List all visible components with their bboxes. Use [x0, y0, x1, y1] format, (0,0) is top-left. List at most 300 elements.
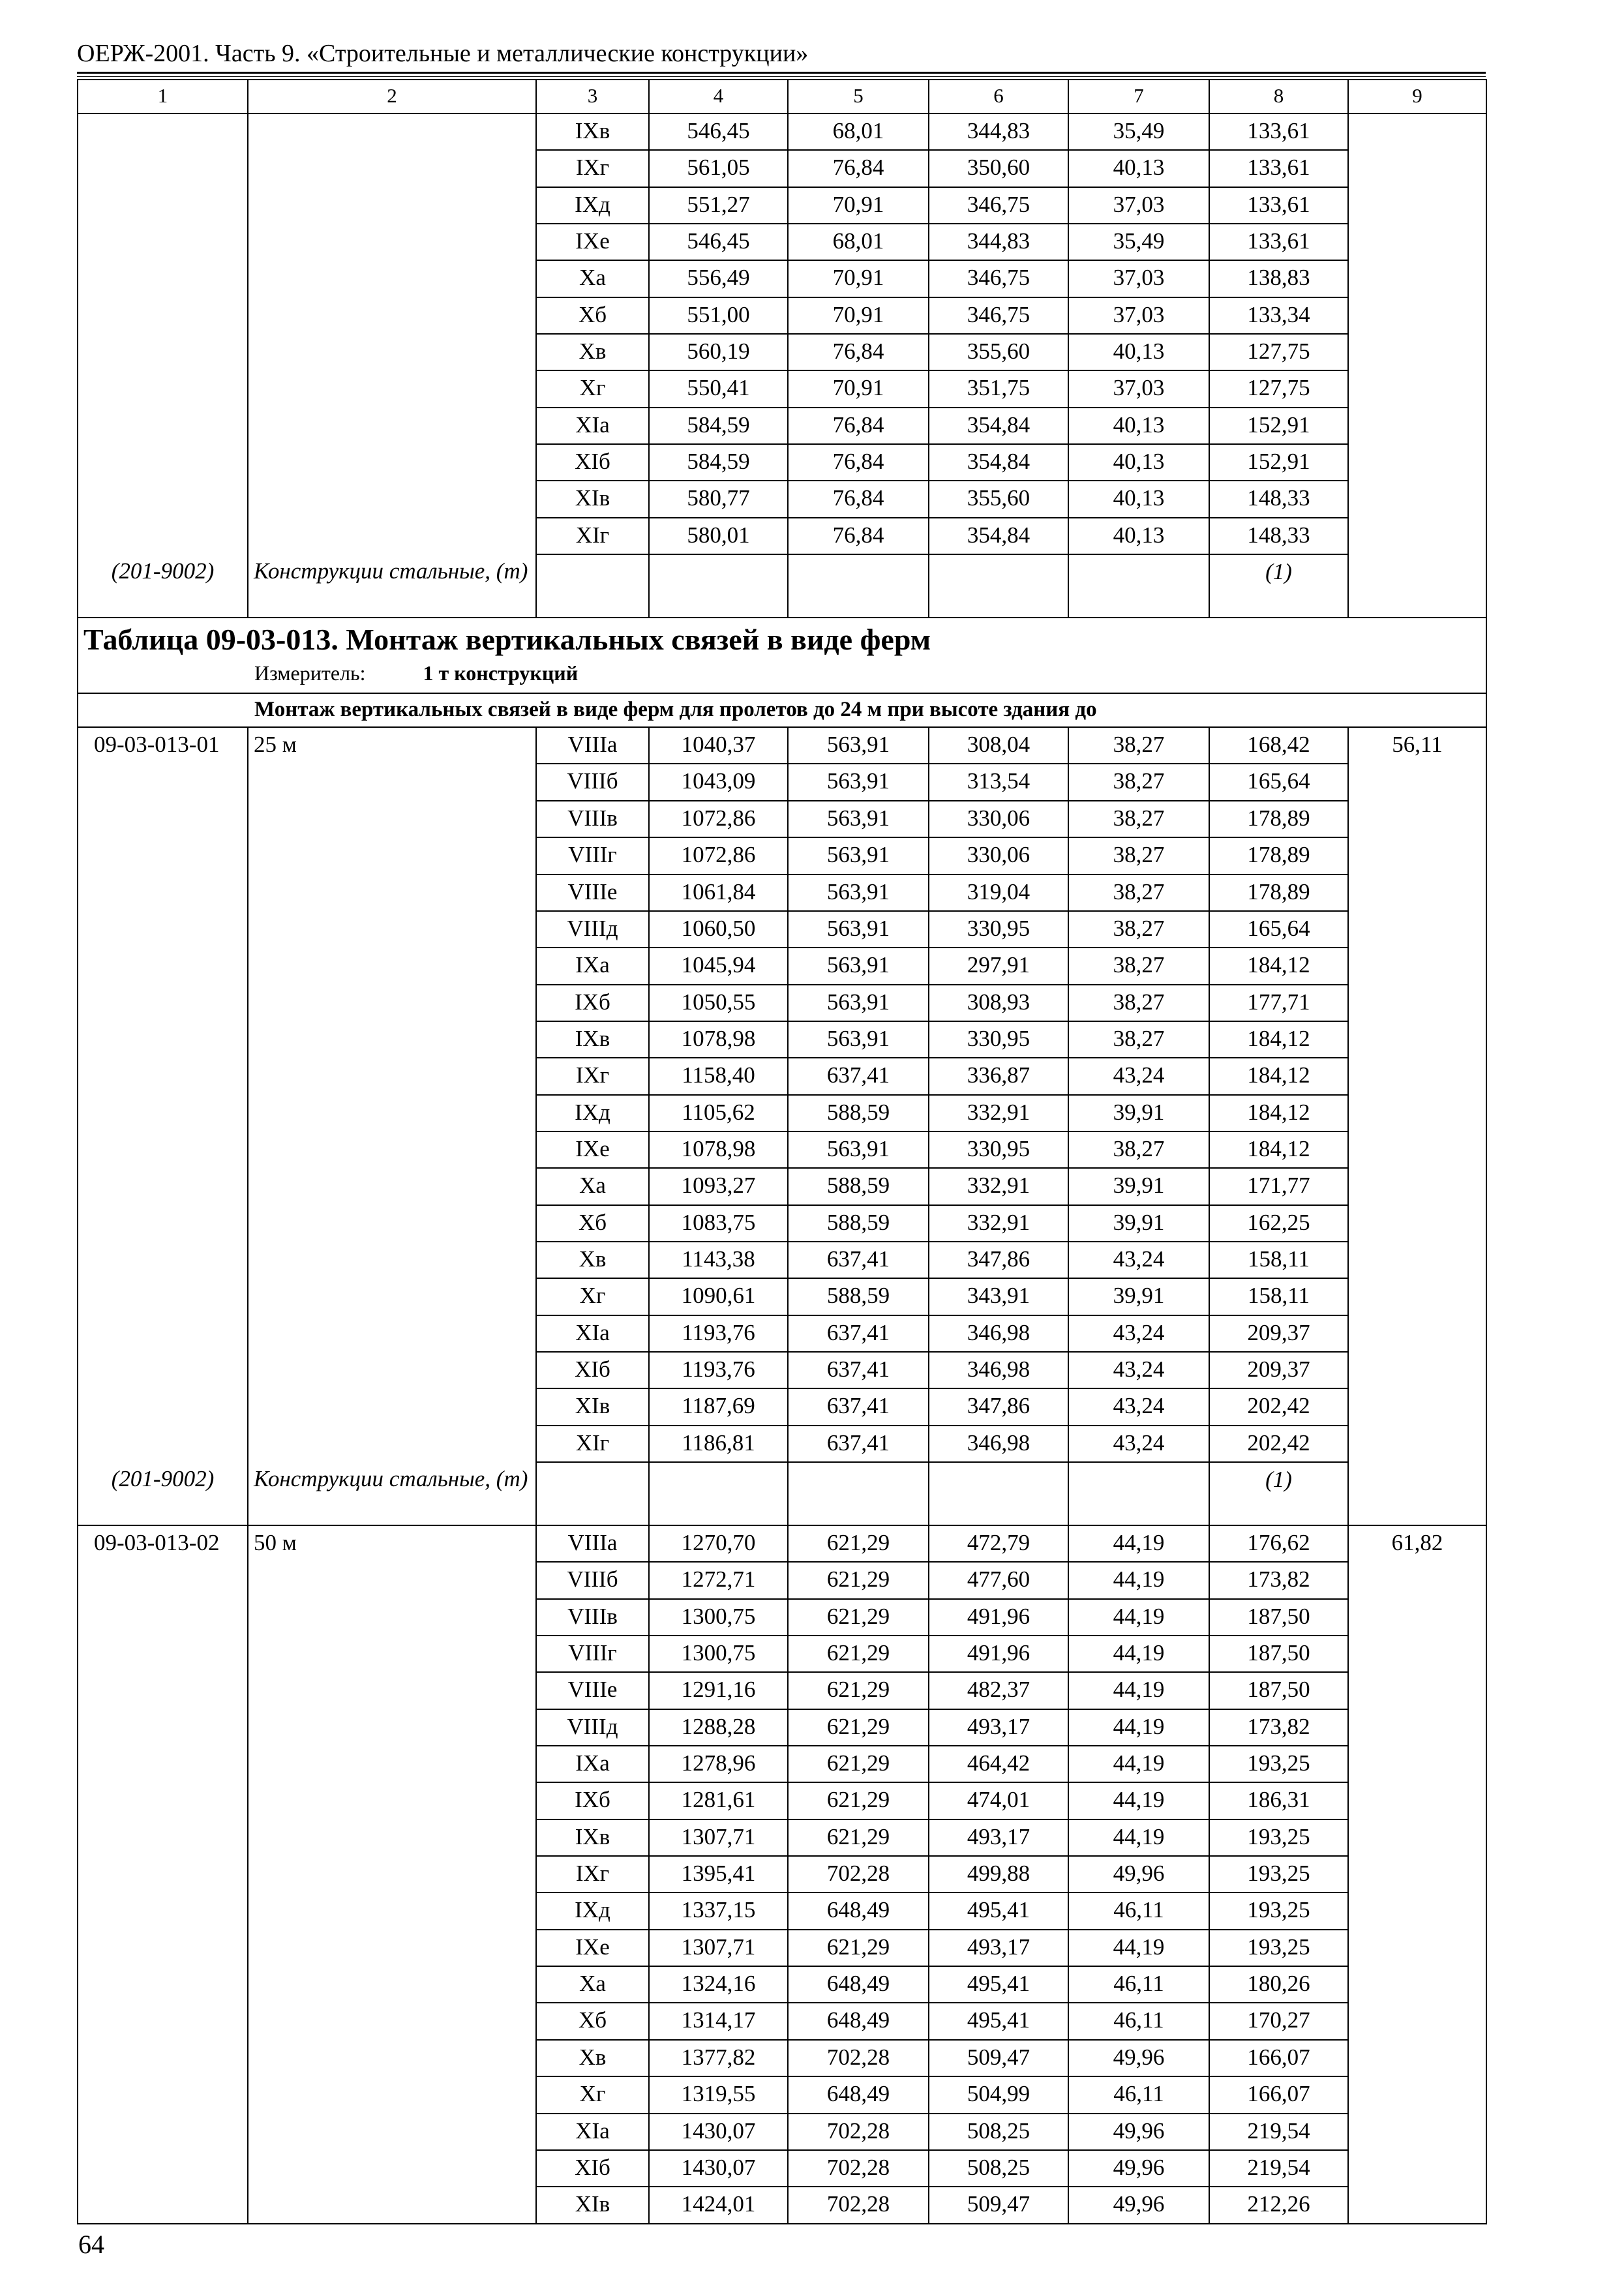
machine-cost: 330,95 [929, 1021, 1068, 1058]
labor-cost [1348, 801, 1486, 837]
driver-wages: 43,24 [1068, 1315, 1209, 1352]
zone-code: XIa [536, 1315, 649, 1352]
item-code: 09-03-013-02 [78, 1525, 248, 1562]
labor-cost: 56,11 [1348, 727, 1486, 764]
item-code [78, 1315, 248, 1352]
labor-cost [1348, 985, 1486, 1021]
table-row [78, 408, 1486, 444]
labor-cost [1348, 1636, 1486, 1672]
zone-code: XIв [536, 1388, 649, 1425]
labor-cost [1348, 370, 1486, 407]
table-row [78, 1782, 1486, 1819]
wages: 621,29 [788, 1636, 929, 1672]
labor-cost [1348, 1562, 1486, 1598]
wages: 637,41 [788, 1426, 929, 1462]
total-cost: 1158,40 [649, 1058, 788, 1094]
item-name [248, 837, 536, 874]
labor-cost [1348, 1205, 1486, 1242]
item-code [78, 370, 248, 407]
wages: 563,91 [788, 837, 929, 874]
zone-code: IXг [536, 1058, 649, 1094]
driver-wages: 37,03 [1068, 370, 1209, 407]
item-name [248, 1352, 536, 1388]
item-code [78, 260, 248, 297]
labor-cost [1348, 1315, 1486, 1352]
machine-cost: 495,41 [929, 1966, 1068, 2003]
item-name [248, 1672, 536, 1709]
labor-cost [1348, 150, 1486, 187]
materials-cost: 173,82 [1209, 1562, 1348, 1598]
machine-cost: 330,06 [929, 801, 1068, 837]
item-code [78, 875, 248, 911]
zone-code: IXa [536, 1746, 649, 1782]
item-code [78, 444, 248, 481]
total-cost: 1093,27 [649, 1168, 788, 1204]
labor-cost [1348, 1966, 1486, 2003]
item-code [78, 113, 248, 150]
driver-wages: 44,19 [1068, 1709, 1209, 1746]
material-name: Конструкции стальные, (т) [248, 554, 536, 618]
labor-cost [1348, 1242, 1486, 1278]
wages: 648,49 [788, 1966, 929, 2003]
measure-value: 1 т конструкций [423, 661, 579, 685]
driver-wages: 49,96 [1068, 2040, 1209, 2076]
labor-cost [1348, 1709, 1486, 1746]
material-qty: (1) [1209, 1462, 1348, 1525]
table-row [78, 2076, 1486, 2113]
driver-wages: 40,13 [1068, 150, 1209, 187]
wages: 648,49 [788, 1893, 929, 1929]
item-name [248, 1856, 536, 1893]
item-code [78, 1599, 248, 1636]
total-cost: 1319,55 [649, 2076, 788, 2113]
labor-cost [1348, 1930, 1486, 1966]
zone-code: XIв [536, 2187, 649, 2223]
item-code [78, 2187, 248, 2223]
material-name: Конструкции стальные, (т) [248, 1462, 536, 1525]
total-cost: 561,05 [649, 150, 788, 187]
item-code [78, 1095, 248, 1131]
wages: 563,91 [788, 1021, 929, 1058]
item-code [78, 801, 248, 837]
machine-cost: 354,84 [929, 444, 1068, 481]
item-name [248, 1599, 536, 1636]
table-row [78, 1315, 1486, 1352]
zone-code: XIб [536, 2150, 649, 2187]
table-row [78, 985, 1486, 1021]
zone-code: XIa [536, 408, 649, 444]
machine-cost: 330,95 [929, 911, 1068, 948]
materials-cost: 193,25 [1209, 1856, 1348, 1893]
machine-cost: 319,04 [929, 875, 1068, 911]
total-cost: 1395,41 [649, 1856, 788, 1893]
materials-cost: 184,12 [1209, 1058, 1348, 1094]
item-code [78, 1352, 248, 1388]
materials-cost: 184,12 [1209, 1095, 1348, 1131]
labor-cost [1348, 1672, 1486, 1709]
zone-code: VIIIд [536, 1709, 649, 1746]
item-name [248, 1131, 536, 1168]
item-name [248, 1426, 536, 1462]
machine-cost: 508,25 [929, 2150, 1068, 2187]
materials-cost: 193,25 [1209, 1893, 1348, 1929]
item-code [78, 764, 248, 800]
materials-cost: 184,12 [1209, 1131, 1348, 1168]
machine-cost: 491,96 [929, 1636, 1068, 1672]
item-code [78, 1168, 248, 1204]
total-cost: 1043,09 [649, 764, 788, 800]
labor-cost [1348, 1131, 1486, 1168]
zone-code: VIIIб [536, 764, 649, 800]
driver-wages: 37,03 [1068, 297, 1209, 334]
wages: 68,01 [788, 224, 929, 260]
machine-cost: 346,75 [929, 260, 1068, 297]
machine-cost: 330,95 [929, 1131, 1068, 1168]
materials-cost: 180,26 [1209, 1966, 1348, 2003]
driver-wages: 39,91 [1068, 1095, 1209, 1131]
wages: 563,91 [788, 727, 929, 764]
empty-cell [649, 554, 788, 618]
item-name [248, 1058, 536, 1094]
table-row [78, 911, 1486, 948]
driver-wages: 38,27 [1068, 985, 1209, 1021]
item-name [248, 444, 536, 481]
driver-wages: 44,19 [1068, 1636, 1209, 1672]
table-row [78, 837, 1486, 874]
item-name [248, 1709, 536, 1746]
total-cost: 1291,16 [649, 1672, 788, 1709]
labor-cost [1348, 2003, 1486, 2039]
item-name [248, 1168, 536, 1204]
table-row [78, 224, 1486, 260]
total-cost: 1288,28 [649, 1709, 788, 1746]
labor-cost [1348, 1599, 1486, 1636]
item-code [78, 985, 248, 1021]
zone-code: VIIIб [536, 1562, 649, 1598]
wages: 702,28 [788, 1856, 929, 1893]
total-cost: 580,01 [649, 518, 788, 554]
materials-cost: 178,89 [1209, 837, 1348, 874]
labor-cost [1348, 113, 1486, 150]
material-code: (201-9002) [78, 1462, 248, 1525]
total-cost: 1424,01 [649, 2187, 788, 2223]
driver-wages: 40,13 [1068, 481, 1209, 517]
item-name [248, 1782, 536, 1819]
item-name [248, 2076, 536, 2113]
labor-cost [1348, 297, 1486, 334]
table-row [78, 1168, 1486, 1204]
total-cost: 1314,17 [649, 2003, 788, 2039]
wages: 563,91 [788, 911, 929, 948]
zone-code: XIб [536, 1352, 649, 1388]
zone-code: XIг [536, 518, 649, 554]
zone-code: IXв [536, 113, 649, 150]
wages: 621,29 [788, 1562, 929, 1598]
item-code [78, 518, 248, 554]
item-code [78, 408, 248, 444]
item-name [248, 187, 536, 224]
materials-cost: 209,37 [1209, 1315, 1348, 1352]
total-cost: 1072,86 [649, 837, 788, 874]
table-title-cell [78, 618, 1486, 693]
machine-cost: 482,37 [929, 1672, 1068, 1709]
driver-wages: 39,91 [1068, 1205, 1209, 1242]
item-code [78, 1782, 248, 1819]
wages: 621,29 [788, 1930, 929, 1966]
driver-wages: 39,91 [1068, 1278, 1209, 1315]
column-number: 5 [788, 80, 929, 113]
zone-code: VIIIa [536, 1525, 649, 1562]
materials-cost: 165,64 [1209, 764, 1348, 800]
total-cost: 584,59 [649, 408, 788, 444]
total-cost: 1186,81 [649, 1426, 788, 1462]
item-name [248, 875, 536, 911]
materials-cost: 202,42 [1209, 1388, 1348, 1425]
wages: 76,84 [788, 481, 929, 517]
materials-cost: 158,11 [1209, 1242, 1348, 1278]
driver-wages: 43,24 [1068, 1352, 1209, 1388]
empty-cell [929, 1462, 1068, 1525]
column-number: 1 [78, 80, 248, 113]
item-code: 09-03-013-01 [78, 727, 248, 764]
driver-wages: 40,13 [1068, 408, 1209, 444]
item-code [78, 1562, 248, 1598]
total-cost: 1307,71 [649, 1819, 788, 1856]
empty-cell [1068, 554, 1209, 618]
zone-code: VIIIг [536, 1636, 649, 1672]
labor-cost [1348, 1746, 1486, 1782]
machine-cost: 308,04 [929, 727, 1068, 764]
total-cost: 1278,96 [649, 1746, 788, 1782]
empty-cell [929, 554, 1068, 618]
driver-wages: 44,19 [1068, 1930, 1209, 1966]
empty-cell [649, 1462, 788, 1525]
wages: 563,91 [788, 764, 929, 800]
table-row [78, 1095, 1486, 1131]
driver-wages: 38,27 [1068, 801, 1209, 837]
wages: 70,91 [788, 187, 929, 224]
column-number: 3 [536, 80, 649, 113]
header-rule-thin [77, 76, 1486, 77]
item-code [78, 1426, 248, 1462]
item-code [78, 1672, 248, 1709]
machine-cost: 330,06 [929, 837, 1068, 874]
machine-cost: 347,86 [929, 1388, 1068, 1425]
item-name [248, 2114, 536, 2150]
total-cost: 1045,94 [649, 948, 788, 984]
zone-code: Xг [536, 2076, 649, 2113]
driver-wages: 38,27 [1068, 764, 1209, 800]
wages: 621,29 [788, 1782, 929, 1819]
machine-cost: 499,88 [929, 1856, 1068, 1893]
zone-code: IXв [536, 1819, 649, 1856]
measure [78, 659, 1486, 687]
wages: 588,59 [788, 1168, 929, 1204]
materials-cost: 178,89 [1209, 875, 1348, 911]
item-name [248, 801, 536, 837]
labor-cost [1348, 2040, 1486, 2076]
machine-cost: 351,75 [929, 370, 1068, 407]
materials-cost: 173,82 [1209, 1709, 1348, 1746]
driver-wages: 35,49 [1068, 113, 1209, 150]
table-row [78, 187, 1486, 224]
materials-cost: 165,64 [1209, 911, 1348, 948]
total-cost: 546,45 [649, 113, 788, 150]
zone-code: IXa [536, 948, 649, 984]
table-row [78, 2150, 1486, 2187]
table-row [78, 1672, 1486, 1709]
total-cost: 1272,71 [649, 1562, 788, 1598]
item-name [248, 1095, 536, 1131]
table-row [78, 2187, 1486, 2223]
empty-cell [536, 554, 649, 618]
table-row [78, 1021, 1486, 1058]
machine-cost: 504,99 [929, 2076, 1068, 2113]
item-name [248, 297, 536, 334]
wages: 637,41 [788, 1242, 929, 1278]
total-cost: 550,41 [649, 370, 788, 407]
wages: 563,91 [788, 801, 929, 837]
table-row [78, 1352, 1486, 1388]
materials-cost: 166,07 [1209, 2076, 1348, 2113]
item-code [78, 1131, 248, 1168]
item-code [78, 297, 248, 334]
driver-wages: 49,96 [1068, 1856, 1209, 1893]
labor-cost [1348, 1095, 1486, 1131]
zone-code: VIIIв [536, 1599, 649, 1636]
driver-wages: 44,19 [1068, 1782, 1209, 1819]
zone-code: IXe [536, 224, 649, 260]
item-code [78, 2150, 248, 2187]
total-cost: 1072,86 [649, 801, 788, 837]
zone-code: IXд [536, 1095, 649, 1131]
labor-cost [1348, 1782, 1486, 1819]
materials-cost: 138,83 [1209, 260, 1348, 297]
column-number: 4 [649, 80, 788, 113]
machine-cost: 332,91 [929, 1168, 1068, 1204]
page-header: ОЕРЖ-2001. Часть 9. «Строительные и металлические конструкции» [77, 40, 809, 67]
materials-cost: 187,50 [1209, 1636, 1348, 1672]
table-row [78, 1746, 1486, 1782]
item-name: 50 м [248, 1525, 536, 1562]
total-cost: 1105,62 [649, 1095, 788, 1131]
column-number: 2 [248, 80, 536, 113]
total-cost: 1281,61 [649, 1782, 788, 1819]
total-cost: 1090,61 [649, 1278, 788, 1315]
item-name [248, 481, 536, 517]
item-code [78, 911, 248, 948]
table-row [78, 727, 1486, 764]
driver-wages: 43,24 [1068, 1242, 1209, 1278]
item-name [248, 764, 536, 800]
machine-cost: 313,54 [929, 764, 1068, 800]
machine-cost: 308,93 [929, 985, 1068, 1021]
machine-cost: 493,17 [929, 1819, 1068, 1856]
section-title: Монтаж вертикальных связей в виде ферм для пролетов до 24 м при высоте здания до [78, 693, 1486, 727]
item-code [78, 1856, 248, 1893]
machine-cost: 344,83 [929, 113, 1068, 150]
table-row [78, 1562, 1486, 1598]
driver-wages: 44,19 [1068, 1562, 1209, 1598]
table-row [78, 2003, 1486, 2039]
material-row [78, 554, 1486, 618]
table-row [78, 1636, 1486, 1672]
materials-cost: 187,50 [1209, 1599, 1348, 1636]
materials-cost: 219,54 [1209, 2150, 1348, 2187]
table-row [78, 1599, 1486, 1636]
materials-cost: 193,25 [1209, 1930, 1348, 1966]
total-cost: 560,19 [649, 334, 788, 370]
materials-cost: 209,37 [1209, 1352, 1348, 1388]
wages: 648,49 [788, 2076, 929, 2113]
driver-wages: 46,11 [1068, 2076, 1209, 2113]
labor-cost [1348, 334, 1486, 370]
labor-cost [1348, 1893, 1486, 1929]
wages: 588,59 [788, 1205, 929, 1242]
labor-cost [1348, 2150, 1486, 2187]
machine-cost: 354,84 [929, 518, 1068, 554]
machine-cost: 297,91 [929, 948, 1068, 984]
item-name [248, 1636, 536, 1672]
total-cost: 551,27 [649, 187, 788, 224]
machine-cost: 509,47 [929, 2040, 1068, 2076]
zone-code: XIв [536, 481, 649, 517]
material-row [78, 1462, 1486, 1525]
machine-cost: 509,47 [929, 2187, 1068, 2223]
labor-cost [1348, 764, 1486, 800]
item-code [78, 1388, 248, 1425]
wages: 70,91 [788, 297, 929, 334]
wages: 563,91 [788, 875, 929, 911]
labor-cost [1348, 875, 1486, 911]
table-row [78, 1525, 1486, 1562]
labor-cost [1348, 518, 1486, 554]
total-cost: 1307,71 [649, 1930, 788, 1966]
labor-cost [1348, 260, 1486, 297]
driver-wages: 38,27 [1068, 727, 1209, 764]
total-cost: 1060,50 [649, 911, 788, 948]
total-cost: 1143,38 [649, 1242, 788, 1278]
table-row [78, 2114, 1486, 2150]
empty-cell [788, 1462, 929, 1525]
wages: 76,84 [788, 150, 929, 187]
section-row [78, 693, 1486, 727]
wages: 588,59 [788, 1095, 929, 1131]
table-row [78, 1930, 1486, 1966]
wages: 637,41 [788, 1315, 929, 1352]
wages: 588,59 [788, 1278, 929, 1315]
total-cost: 1193,76 [649, 1315, 788, 1352]
zone-code: IXe [536, 1930, 649, 1966]
wages: 76,84 [788, 518, 929, 554]
wages: 68,01 [788, 113, 929, 150]
zone-code: VIIIa [536, 727, 649, 764]
wages: 621,29 [788, 1599, 929, 1636]
materials-cost: 152,91 [1209, 408, 1348, 444]
zone-code: IXд [536, 187, 649, 224]
driver-wages: 38,27 [1068, 1021, 1209, 1058]
item-name [248, 1966, 536, 2003]
table-row [78, 1388, 1486, 1425]
materials-cost: 184,12 [1209, 1021, 1348, 1058]
wages: 76,84 [788, 334, 929, 370]
materials-cost: 186,31 [1209, 1782, 1348, 1819]
item-name [248, 2187, 536, 2223]
item-name [248, 370, 536, 407]
materials-cost: 152,91 [1209, 444, 1348, 481]
item-code [78, 948, 248, 984]
zone-code: IXг [536, 1856, 649, 1893]
